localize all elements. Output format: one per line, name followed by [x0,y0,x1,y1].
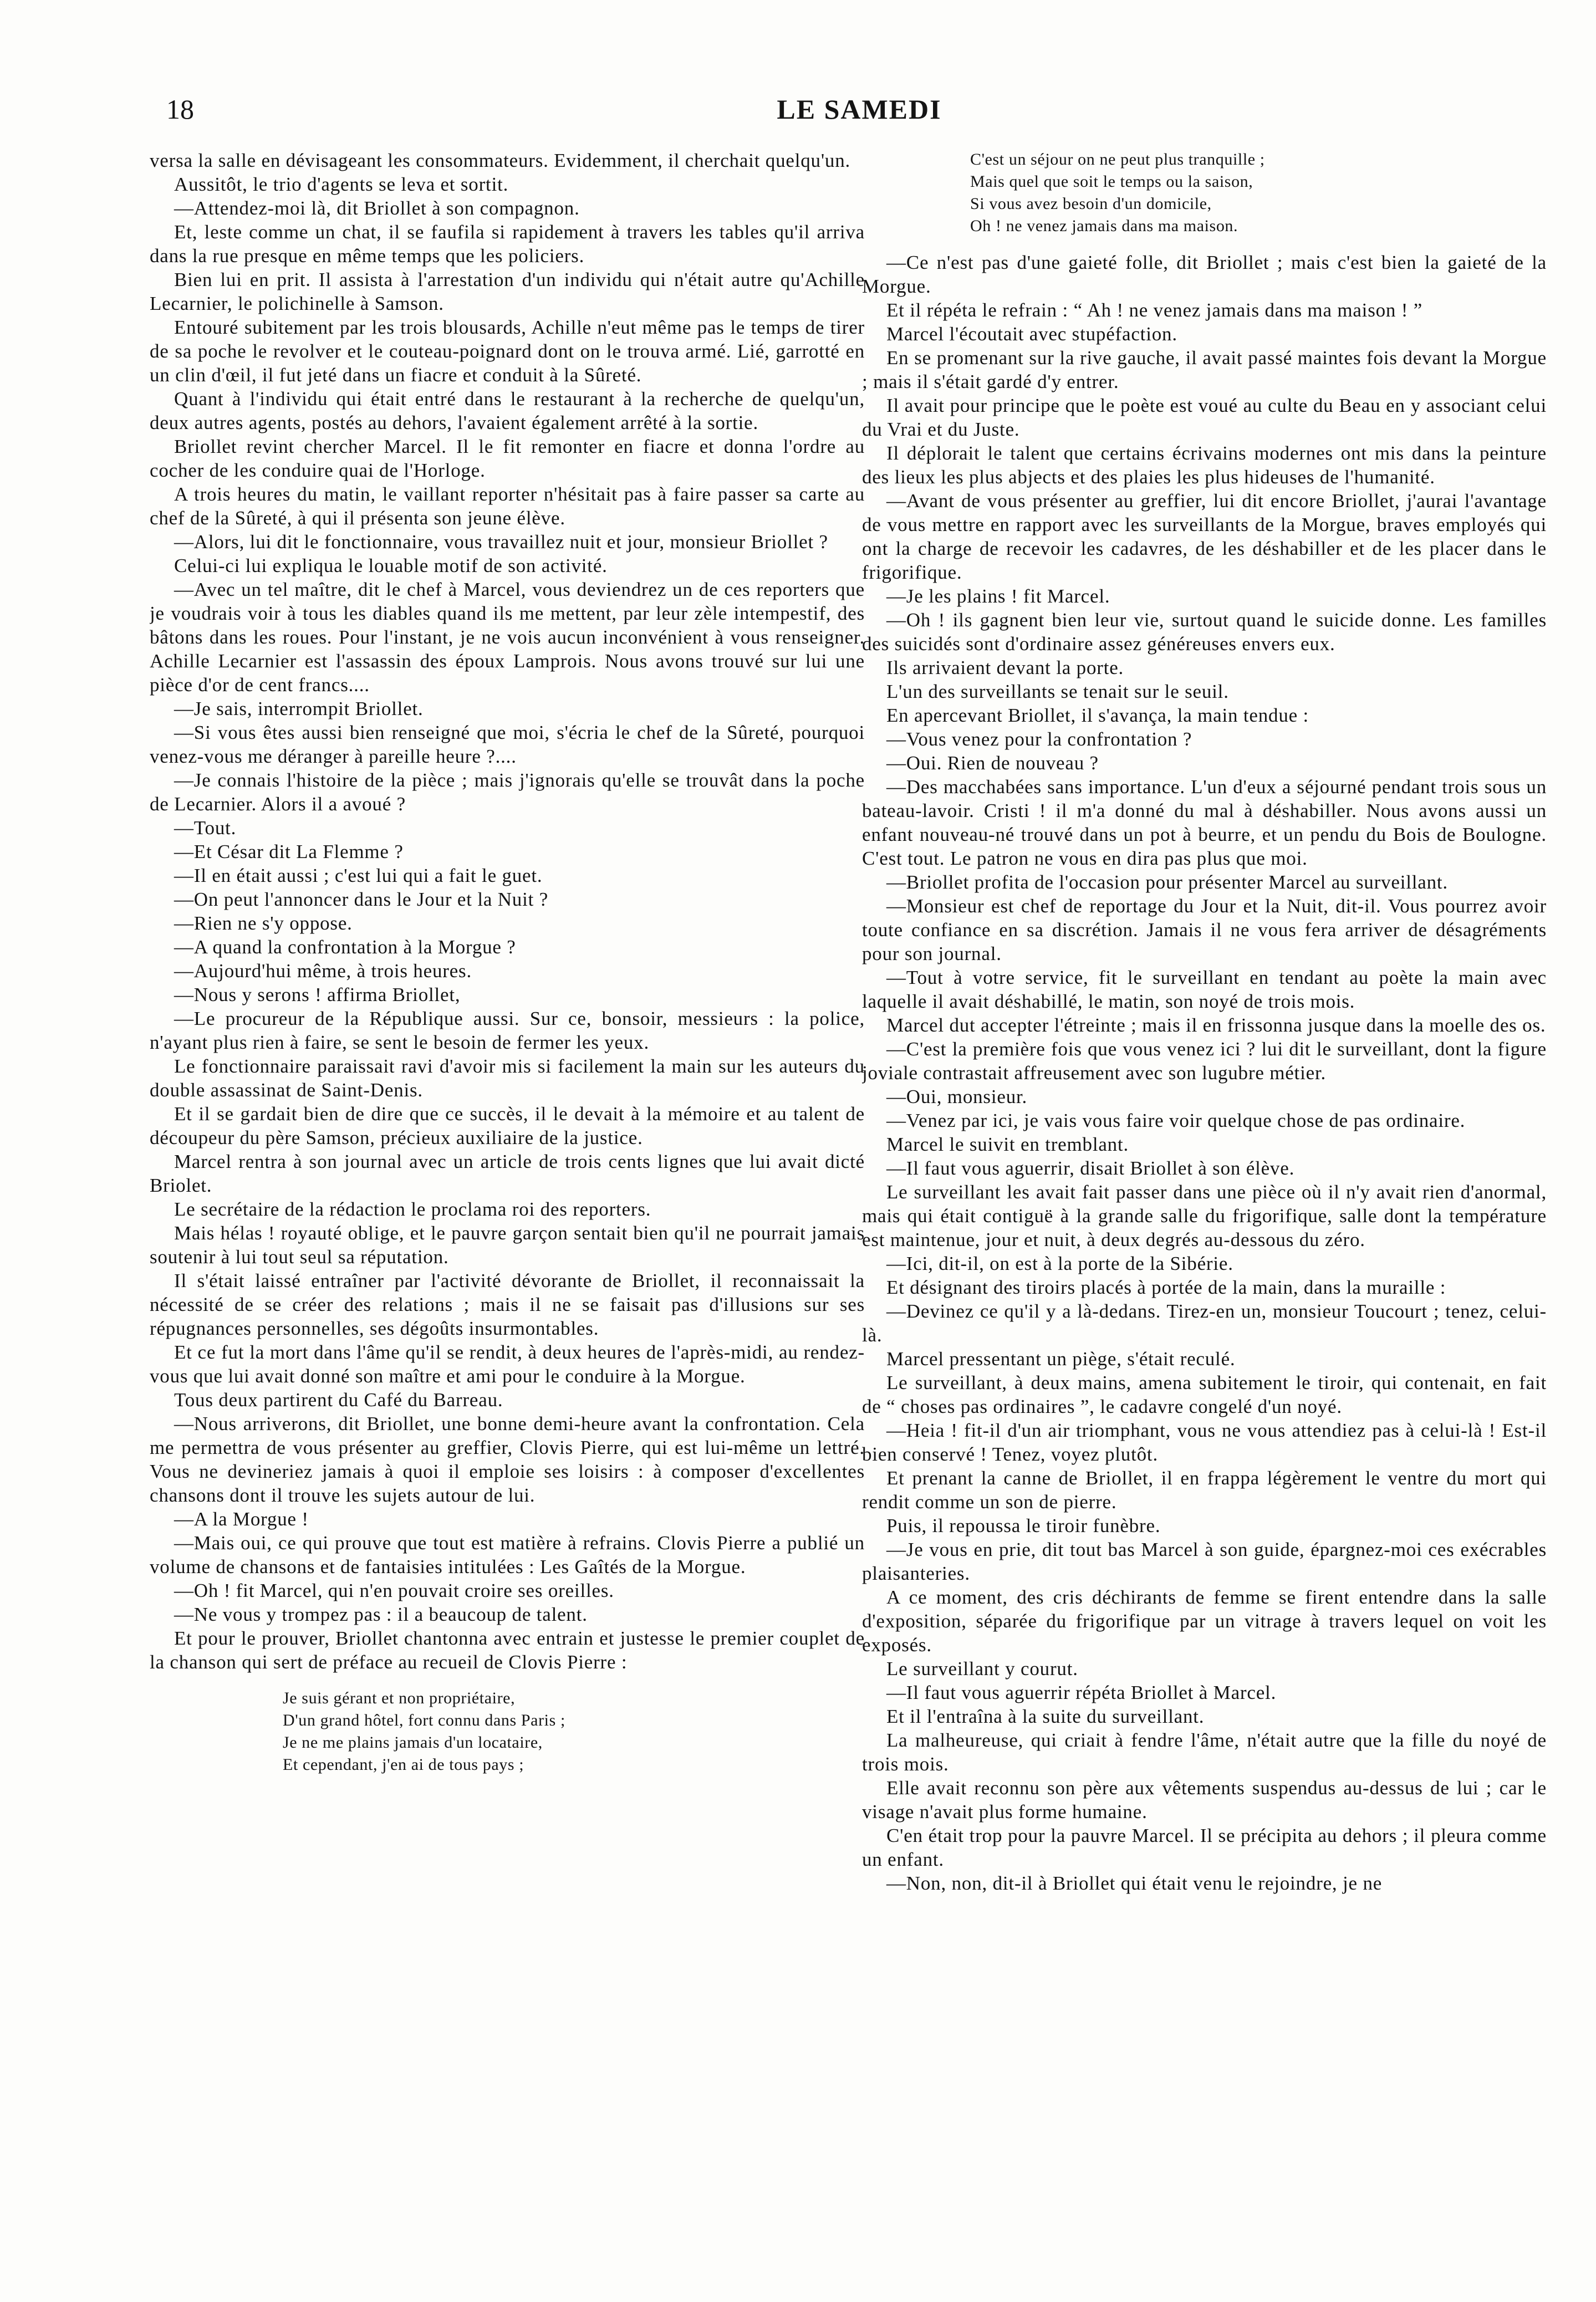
paragraph: Elle avait reconnu son père aux vêtements suspendus au-dessus de lui ; car le visage n'avait plus forme humaine. [862,1777,1547,1823]
paragraph: Marcel l'écoutait avec stupéfaction. [886,323,1177,345]
paragraph: —Ici, dit-il, on est à la porte de la Sibérie. [886,1253,1233,1274]
paragraph: —Oh ! ils gagnent bien leur vie, surtout quand le suicide donne. Les familles des suicidés sont d'ordinaire assez généreuses envers eux. [862,609,1547,655]
paragraph: Il déplorait le talent que certains écrivains modernes ont mis dans la peinture des lieux les plus abjects et des plaies les plus hideuses de l'humanité. [862,442,1547,488]
verse-line: Oh ! ne venez jamais dans ma maison. [970,217,1238,235]
paragraph: Marcel pressentant un piège, s'était reculé. [886,1348,1236,1370]
paragraph: Marcel rentra à son journal avec un article de trois cents lignes que lui avait dicté Briolet. [150,1151,865,1196]
paragraph: —Si vous êtes aussi bien renseigné que moi, s'écria le chef de la Sûreté, pourquoi venez-vous me déranger à pareille heure ?.... [150,722,865,767]
song-verse-right [862,149,1547,237]
paragraph: Le secrétaire de la rédaction le proclama roi des reporters. [174,1198,651,1220]
paragraph: Puis, il repoussa le tiroir funèbre. [886,1515,1161,1537]
paragraph: —A la Morgue ! [174,1508,309,1530]
verse-line: D'un grand hôtel, fort connu dans Paris ; [283,1711,565,1729]
running-title: LE SAMEDI [777,94,942,125]
paragraph: Ils arrivaient devant la porte. [886,657,1124,678]
verse-line: Mais quel que soit le temps ou la saison, [970,172,1253,191]
page-header [166,93,1552,132]
paragraph: Le surveillant, à deux mains, amena subitement le tiroir, qui contenait, en fait de “ choses pas ordinaires ”, le cadavre congelé d'un noyé. [862,1372,1547,1417]
paragraph: Mais hélas ! royauté oblige, et le pauvre garçon sentait bien qu'il ne pourrait jamais soutenir à lui tout seul sa réputation. [150,1222,865,1268]
verse-line: C'est un séjour on ne peut plus tranquille ; [970,150,1265,169]
paragraph: Celui-ci lui expliqua le louable motif de son activité. [174,555,608,576]
paragraph: Entouré subitement par les trois blousards, Achille n'eut même pas le temps de tirer de sa poche le revolver et le couteau-poignard dont on le trouva armé. Lié, garrotté en un clin d'œil, il fut jeté dans un fiacre et conduit à la Sûreté. [150,317,865,386]
paragraph: —Avant de vous présenter au greffier, lui dit encore Briollet, j'aurai l'avantage de vous mettre en rapport avec les surveillants de la Morgue, braves employés qui ont la charge de recevoir les cadavres, de les déshabiller et de les placer dans le frigorifique. [862,490,1547,583]
paragraph: —Aujourd'hui même, à trois heures. [174,960,472,982]
paragraph: Marcel dut accepter l'étreinte ; mais il en frissonna jusque dans la moelle des os. [886,1014,1546,1036]
paragraph: Marcel le suivit en tremblant. [886,1134,1129,1155]
paragraph: —Il faut vous aguerrir répéta Briollet à Marcel. [886,1682,1277,1703]
paragraph: En se promenant sur la rive gauche, il avait passé maintes fois devant la Morgue ; mais il s'était gardé d'y entrer. [862,347,1547,392]
paragraph: L'un des surveillants se tenait sur le seuil. [886,681,1229,702]
paragraph: —On peut l'annoncer dans le Jour et la Nuit ? [174,889,549,910]
paragraph: —Je vous en prie, dit tout bas Marcel à son guide, épargnez-moi ces exécrables plaisanteries. [862,1539,1547,1584]
paragraph: Il s'était laissé entraîner par l'activité dévorante de Briollet, il reconnaissait la nécessité de se créer des relations ; mais il ne se faisait pas d'illusions sur ses répugnances personnelles, ses dégoûts insurmontables. [150,1270,865,1339]
paragraph: —Attendez-moi là, dit Briollet à son compagnon. [174,197,580,219]
paragraph: —Je sais, interrompit Briollet. [174,698,424,719]
paragraph: —Venez par ici, je vais vous faire voir quelque chose de pas ordinaire. [886,1110,1466,1131]
paragraph: —Je connais l'histoire de la pièce ; mais j'ignorais qu'elle se trouvât dans la poche de Lecarnier. Alors il a avoué ? [150,769,865,815]
paragraph: —Le procureur de la République aussi. Sur ce, bonsoir, messieurs : la police, n'ayant plus rien à faire, se sent le besoin de fermer les yeux. [150,1008,865,1053]
paragraph: —Vous venez pour la confrontation ? [886,728,1192,750]
paragraph: versa la salle en dévisageant les consommateurs. Evidemment, il cherchait quelqu'un. [150,150,851,171]
paragraph: La malheureuse, qui criait à fendre l'âme, n'était autre que la fille du noyé de trois mois. [862,1729,1547,1775]
paragraph: —Heia ! fit-il d'un air triomphant, vous ne vous attendiez pas à celui-là ! Est-il bien conservé ! Tenez, voyez plutôt. [862,1420,1547,1465]
paragraph: —Non, non, dit-il à Briollet qui était venu le rejoindre, je ne [886,1872,1383,1894]
paragraph: —Ce n'est pas d'une gaieté folle, dit Briollet ; mais c'est bien la gaieté de la Morgue. [862,252,1547,297]
verse-line: Je ne me plains jamais d'un locataire, [283,1733,543,1752]
paragraph: —Tout. [174,817,237,839]
verse-line: Si vous avez besoin d'un domicile, [970,195,1212,213]
paragraph: Tous deux partirent du Café du Barreau. [174,1389,503,1411]
paragraph: —Des macchabées sans importance. L'un d'eux a séjourné pendant trois sous un bateau-lavoir. Cristi ! il m'a donné du mal à déshabiller. Nous avons aussi un enfant nouveau-né trouvé dans un pot à beurre, et un pendu du Bois de Boulogne. C'est tout. Le patron ne vous en dira pas plus que moi. [862,776,1547,869]
paragraph: —Alors, lui dit le fonctionnaire, vous travaillez nuit et jour, monsieur Briollet ? [174,531,828,553]
paragraph: —Avec un tel maître, dit le chef à Marcel, vous deviendrez un de ces reporters que je voudrais voir à tous les diables quand ils me mettent, par leur zèle intempestif, des bâtons dans les roues. Pour l'instant, je ne vois aucun inconvénient à vous renseigner. Achille Lecarnier est l'assassin des époux Lamprois. Nous avons trouvé sur lui une pièce d'or de cent francs.... [150,579,865,696]
paragraph: Aussitôt, le trio d'agents se leva et sortit. [174,173,509,195]
paragraph: —Je les plains ! fit Marcel. [886,585,1110,607]
paragraph: En apercevant Briollet, il s'avança, la main tendue : [886,705,1309,726]
verse-line: Je suis gérant et non propriétaire, [283,1689,516,1707]
paragraph: Le fonctionnaire paraissait ravi d'avoir mis si facilement la main sur les auteurs du double assassinat de Saint-Denis. [150,1055,865,1101]
paragraph: —Monsieur est chef de reportage du Jour et la Nuit, dit-il. Vous pourrez avoir toute confiance en sa discrétion. Jamais il ne vous fera arriver de désagréments pour son journal. [862,895,1547,964]
paragraph: Et, leste comme un chat, il se faufila si rapidement à travers les tables qu'il arriva dans la rue presque en même temps que les policiers. [150,221,865,267]
paragraph: —Briollet profita de l'occasion pour présenter Marcel au surveillant. [886,871,1448,893]
paragraph: Quant à l'individu qui était entré dans le restaurant à la recherche de quelqu'un, deux autres agents, postés au dehors, l'avaient également arrêté à la sortie. [150,388,865,433]
paragraph: —Oui, monsieur. [886,1086,1028,1107]
paragraph: —Nous arriverons, dit Briollet, une bonne demi-heure avant la confrontation. Cela me permettra de vous présenter au greffier, Clovis Pierre, qui est lui-même un lettré. Vous ne devineriez jamais à quoi il emploie ses loisirs : à composer d'excellentes chansons dont il trouve les sujets autour de lui. [150,1413,865,1506]
paragraph: Et ce fut la mort dans l'âme qu'il se rendit, à deux heures de l'après-midi, au rendez-vous que lui avait donné son maître et ami pour le conduire à la Morgue. [150,1341,865,1387]
paragraph: —Oui. Rien de nouveau ? [886,752,1099,774]
paragraph: —Mais oui, ce qui prouve que tout est matière à refrains. Clovis Pierre a publié un volume de chansons et de fantaisies intitulées : Les Gaîtés de la Morgue. [150,1532,865,1578]
paragraph: Il avait pour principe que le poète est voué au culte du Beau en y associant celui du Vrai et du Juste. [862,395,1547,440]
paragraph: —Il faut vous aguerrir, disait Briollet à son élève. [886,1157,1295,1179]
paragraph: Et pour le prouver, Briollet chantonna avec entrain et justesse le premier couplet de la chanson qui sert de préface au recueil de Clovis Pierre : [150,1627,865,1673]
paragraph: —Tout à votre service, fit le surveillant en tendant au poète la main avec laquelle il avait déshabillé, le matin, son noyé de trois mois. [862,967,1547,1012]
paragraph: —Rien ne s'y oppose. [174,912,353,934]
paragraph: —Nous y serons ! affirma Briollet, [174,984,461,1005]
paragraph: C'en était trop pour la pauvre Marcel. Il se précipita au dehors ; il pleura comme un enfant. [862,1825,1547,1870]
paragraph: —C'est la première fois que vous venez ici ? lui dit le surveillant, dont la figure joviale contrastait affreusement avec son lugubre métier. [862,1038,1547,1084]
paragraph: —Il en était aussi ; c'est lui qui a fait le guet. [174,865,543,886]
paragraph: Bien lui en prit. Il assista à l'arrestation d'un individu qui n'était autre qu'Achille Lecarnier, le polichinelle à Samson. [150,269,865,314]
song-verse-left [150,1687,865,1776]
paragraph: —Ne vous y trompez pas : il a beaucoup de talent. [174,1604,588,1625]
paragraph: Briollet revint chercher Marcel. Il le fit remonter en fiacre et donna l'ordre au cocher de les conduire quai de l'Horloge. [150,436,865,481]
paragraph: Et désignant des tiroirs placés à portée de la main, dans la muraille : [886,1277,1446,1298]
paragraph: Et il se gardait bien de dire que ce succès, il le devait à la mémoire et au talent de découpeur du père Samson, précieux auxiliaire de la justice. [150,1103,865,1149]
right-paragraphs [862,251,1547,1895]
verse-line: Et cependant, j'en ai de tous pays ; [283,1755,524,1774]
paragraph: —Oh ! fit Marcel, qui n'en pouvait croire ses oreilles. [174,1580,614,1601]
left-column [150,149,865,2288]
paragraph: Le surveillant les avait fait passer dans une pièce où il n'y avait rien d'anormal, mais qui était contiguë à la grande salle du frigorifique, salle dont la température est maintenue, jour et nuit, à deux degrés au-dessous du zéro. [862,1181,1547,1250]
paragraph: Et il l'entraîna à la suite du surveillant. [886,1706,1205,1727]
paragraph: —Et César dit La Flemme ? [174,841,404,862]
right-column [862,149,1547,2288]
page-number: 18 [166,94,194,125]
paragraph: Et il répéta le refrain : “ Ah ! ne venez jamais dans ma maison ! ” [886,299,1423,321]
paragraph: Et prenant la canne de Briollet, il en frappa légèrement le ventre du mort qui rendit comme un son de pierre. [862,1467,1547,1513]
paragraph: —Devinez ce qu'il y a là-dedans. Tirez-en un, monsieur Toucourt ; tenez, celui-là. [862,1300,1547,1346]
paragraph: —A quand la confrontation à la Morgue ? [174,936,516,958]
paragraph: A ce moment, des cris déchirants de femme se firent entendre dans la salle d'exposition, séparée du frigorifique par un vitrage à travers lequel on voit les exposés. [862,1586,1547,1656]
paragraph: Le surveillant y courut. [886,1658,1078,1680]
paragraph: A trois heures du matin, le vaillant reporter n'hésitait pas à faire passer sa carte au chef de la Sûreté, à qui il présenta son jeune élève. [150,483,865,529]
left-paragraphs [150,149,865,1674]
